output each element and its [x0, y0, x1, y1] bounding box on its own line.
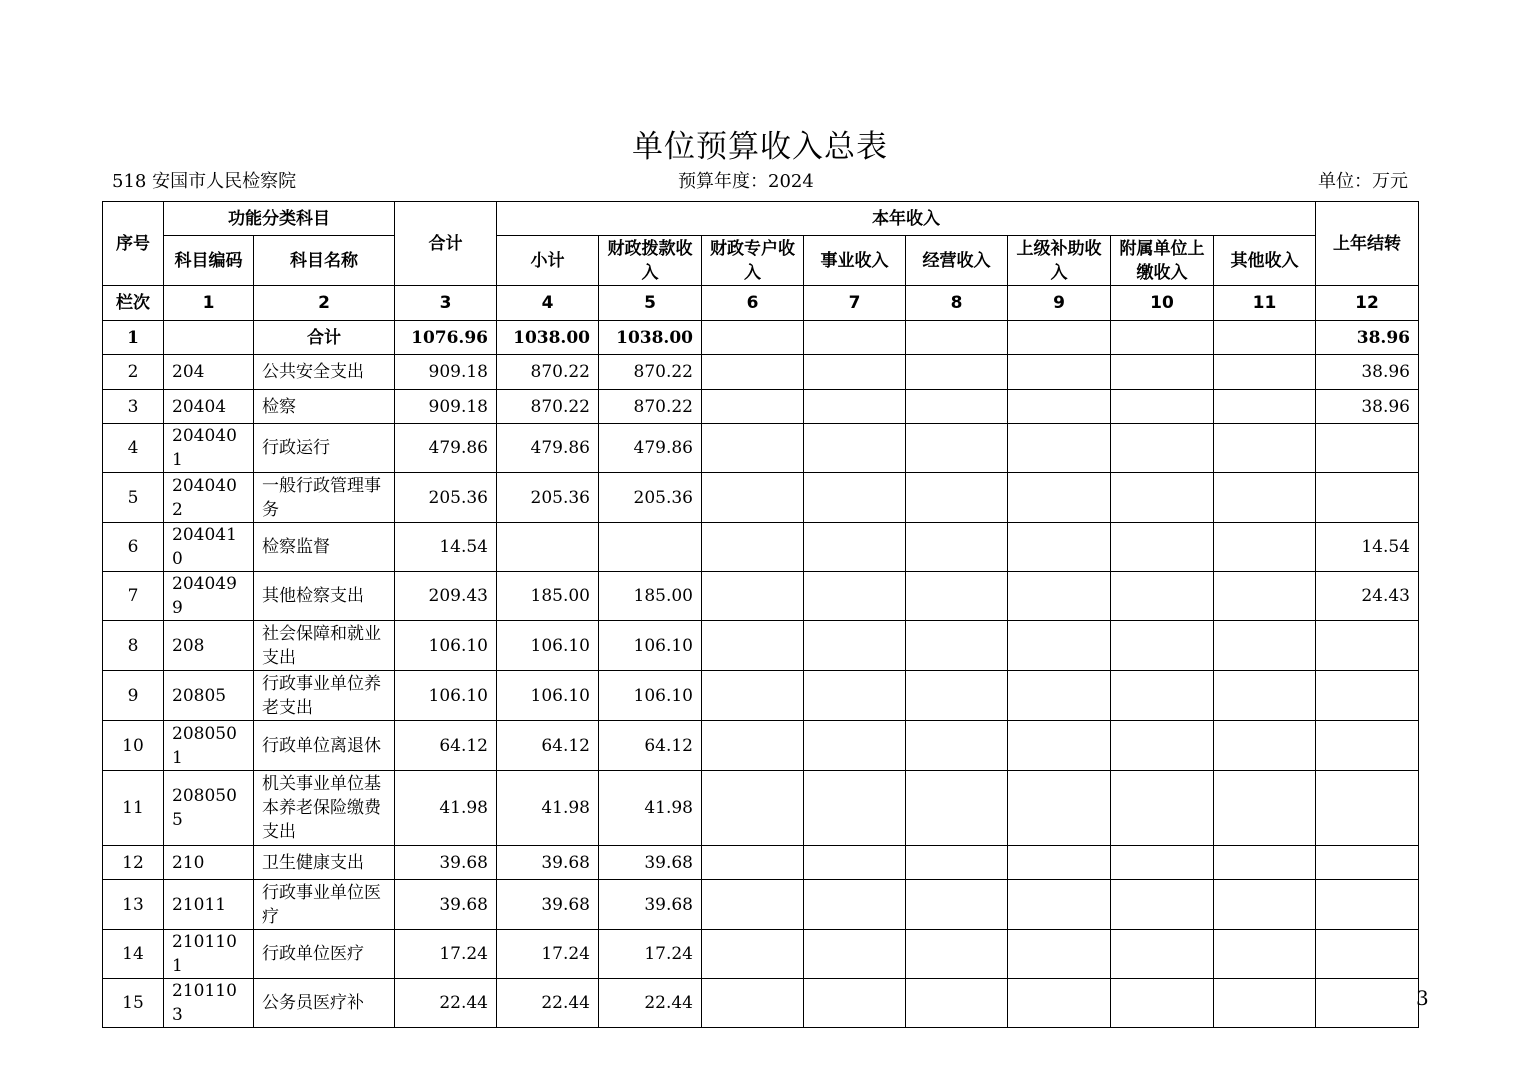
cell-empty — [1214, 771, 1316, 846]
cell-empty — [906, 771, 1008, 846]
cell-total: 909.18 — [395, 355, 497, 390]
cell-name: 检察 — [254, 390, 395, 424]
page-title: 单位预算收入总表 — [632, 129, 888, 165]
header-other: 其他收入 — [1214, 236, 1316, 286]
cell-empty — [906, 572, 1008, 621]
cell-empty — [906, 846, 1008, 880]
colno-cell: 1 — [164, 286, 254, 321]
cell-subtotal: 64.12 — [497, 721, 599, 771]
cell-empty — [804, 473, 906, 523]
cell-subtotal: 106.10 — [497, 671, 599, 721]
cell-subtotal — [497, 523, 599, 572]
cell-empty — [804, 321, 906, 355]
cell-empty — [1214, 523, 1316, 572]
header-superior-subsidy: 上级补助收入 — [1008, 236, 1111, 286]
cell-fiscal-alloc: 39.68 — [599, 880, 702, 930]
cell-carryover: 38.96 — [1316, 390, 1419, 424]
cell-empty — [1111, 721, 1214, 771]
cell-empty — [1214, 846, 1316, 880]
cell-fiscal-alloc: 185.00 — [599, 572, 702, 621]
cell-code: 2040401 — [164, 424, 254, 473]
header-business: 事业收入 — [804, 236, 906, 286]
cell-code: 2040410 — [164, 523, 254, 572]
cell-empty — [804, 846, 906, 880]
header-func-class: 功能分类科目 — [164, 202, 395, 236]
cell-empty — [1111, 390, 1214, 424]
page-number: 3 — [1416, 986, 1429, 1010]
cell-name: 检察监督 — [254, 523, 395, 572]
cell-fiscal-alloc: 870.22 — [599, 390, 702, 424]
header-code: 科目编码 — [164, 236, 254, 286]
cell-empty — [702, 880, 804, 930]
cell-empty — [1008, 979, 1111, 1028]
cell-empty — [1008, 572, 1111, 621]
cell-empty — [906, 621, 1008, 671]
cell-empty — [906, 321, 1008, 355]
cell-empty — [906, 523, 1008, 572]
colno-cell: 12 — [1316, 286, 1419, 321]
cell-seq: 4 — [103, 424, 164, 473]
cell-seq: 2 — [103, 355, 164, 390]
cell-total: 14.54 — [395, 523, 497, 572]
cell-fiscal-alloc: 41.98 — [599, 771, 702, 846]
cell-empty — [702, 321, 804, 355]
cell-empty — [1008, 321, 1111, 355]
cell-code: 20805 — [164, 671, 254, 721]
cell-seq: 1 — [103, 321, 164, 355]
cell-seq: 5 — [103, 473, 164, 523]
colno-cell: 4 — [497, 286, 599, 321]
cell-code: 2040402 — [164, 473, 254, 523]
cell-subtotal: 106.10 — [497, 621, 599, 671]
cell-empty — [804, 671, 906, 721]
colno-cell: 2 — [254, 286, 395, 321]
cell-fiscal-alloc: 39.68 — [599, 846, 702, 880]
cell-empty — [702, 572, 804, 621]
cell-carryover: 38.96 — [1316, 321, 1419, 355]
cell-carryover — [1316, 979, 1419, 1028]
table-row — [103, 523, 1419, 572]
cell-empty — [1008, 771, 1111, 846]
table-row — [103, 424, 1419, 473]
cell-fiscal-alloc: 205.36 — [599, 473, 702, 523]
cell-empty — [1214, 390, 1316, 424]
cell-code: 204 — [164, 355, 254, 390]
cell-empty — [1008, 846, 1111, 880]
cell-subtotal: 870.22 — [497, 390, 599, 424]
cell-name: 行政单位医疗 — [254, 930, 395, 979]
organization-name: 518 安国市人民检察院 — [112, 171, 297, 192]
cell-empty — [1111, 355, 1214, 390]
cell-empty — [1214, 473, 1316, 523]
cell-empty — [804, 572, 906, 621]
unit-label: 单位：万元 — [1318, 171, 1408, 192]
table-row — [103, 771, 1419, 846]
cell-code: 2101103 — [164, 979, 254, 1028]
cell-code — [164, 321, 254, 355]
cell-empty — [1008, 671, 1111, 721]
cell-name: 卫生健康支出 — [254, 846, 395, 880]
cell-seq: 12 — [103, 846, 164, 880]
cell-name: 行政事业单位养老支出 — [254, 671, 395, 721]
cell-subtotal: 17.24 — [497, 930, 599, 979]
cell-empty — [1214, 930, 1316, 979]
cell-carryover — [1316, 671, 1419, 721]
colno-cell: 8 — [906, 286, 1008, 321]
table-row — [103, 390, 1419, 424]
cell-empty — [702, 721, 804, 771]
colno-cell: 5 — [599, 286, 702, 321]
cell-seq: 11 — [103, 771, 164, 846]
cell-empty — [702, 671, 804, 721]
header-subtotal: 小计 — [497, 236, 599, 286]
cell-total: 39.68 — [395, 880, 497, 930]
table-row — [103, 671, 1419, 721]
cell-carryover: 38.96 — [1316, 355, 1419, 390]
cell-name: 社会保障和就业支出 — [254, 621, 395, 671]
table-row — [103, 979, 1419, 1028]
cell-empty — [804, 771, 906, 846]
cell-empty — [804, 721, 906, 771]
cell-name: 行政事业单位医疗 — [254, 880, 395, 930]
cell-subtotal: 479.86 — [497, 424, 599, 473]
table-row — [103, 473, 1419, 523]
cell-empty — [1111, 930, 1214, 979]
cell-empty — [804, 621, 906, 671]
cell-subtotal: 870.22 — [497, 355, 599, 390]
colno-cell: 10 — [1111, 286, 1214, 321]
colno-cell: 3 — [395, 286, 497, 321]
table-row — [103, 572, 1419, 621]
cell-empty — [906, 880, 1008, 930]
cell-empty — [702, 979, 804, 1028]
table-row — [103, 355, 1419, 390]
cell-name: 一般行政管理事务 — [254, 473, 395, 523]
cell-seq: 9 — [103, 671, 164, 721]
cell-fiscal-alloc: 479.86 — [599, 424, 702, 473]
cell-total: 17.24 — [395, 930, 497, 979]
cell-subtotal: 1038.00 — [497, 321, 599, 355]
header-total: 合计 — [395, 202, 497, 286]
cell-name: 合计 — [254, 321, 395, 355]
cell-empty — [702, 846, 804, 880]
cell-fiscal-alloc: 1038.00 — [599, 321, 702, 355]
cell-seq: 14 — [103, 930, 164, 979]
cell-empty — [804, 390, 906, 424]
cell-empty — [1008, 523, 1111, 572]
table-row — [103, 880, 1419, 930]
cell-seq: 13 — [103, 880, 164, 930]
header-fiscal-alloc: 财政拨款收入 — [599, 236, 702, 286]
cell-empty — [1008, 390, 1111, 424]
cell-empty — [702, 930, 804, 979]
cell-name: 机关事业单位基本养老保险缴费支出 — [254, 771, 395, 846]
cell-code: 210 — [164, 846, 254, 880]
cell-carryover — [1316, 473, 1419, 523]
cell-empty — [804, 880, 906, 930]
cell-name: 公共安全支出 — [254, 355, 395, 390]
cell-empty — [1111, 523, 1214, 572]
colno-cell: 9 — [1008, 286, 1111, 321]
cell-empty — [702, 621, 804, 671]
cell-empty — [804, 355, 906, 390]
cell-empty — [804, 979, 906, 1028]
header-name: 科目名称 — [254, 236, 395, 286]
cell-total: 106.10 — [395, 621, 497, 671]
cell-empty — [1111, 473, 1214, 523]
cell-subtotal: 39.68 — [497, 880, 599, 930]
cell-seq: 6 — [103, 523, 164, 572]
cell-empty — [1008, 880, 1111, 930]
cell-fiscal-alloc: 106.10 — [599, 671, 702, 721]
cell-carryover — [1316, 846, 1419, 880]
cell-subtotal: 39.68 — [497, 846, 599, 880]
cell-fiscal-alloc: 870.22 — [599, 355, 702, 390]
cell-empty — [702, 390, 804, 424]
cell-name: 行政运行 — [254, 424, 395, 473]
cell-empty — [1214, 572, 1316, 621]
budget-year: 预算年度：2024 — [678, 171, 814, 192]
cell-empty — [1214, 721, 1316, 771]
cell-empty — [1008, 355, 1111, 390]
cell-total: 909.18 — [395, 390, 497, 424]
cell-empty — [804, 930, 906, 979]
cell-empty — [1111, 880, 1214, 930]
cell-total: 39.68 — [395, 846, 497, 880]
cell-empty — [702, 473, 804, 523]
cell-subtotal: 22.44 — [497, 979, 599, 1028]
cell-empty — [702, 523, 804, 572]
cell-empty — [1214, 880, 1316, 930]
table-row — [103, 846, 1419, 880]
cell-fiscal-alloc: 17.24 — [599, 930, 702, 979]
cell-total: 479.86 — [395, 424, 497, 473]
cell-total: 205.36 — [395, 473, 497, 523]
cell-empty — [906, 390, 1008, 424]
cell-empty — [1008, 473, 1111, 523]
cell-empty — [906, 979, 1008, 1028]
cell-seq: 8 — [103, 621, 164, 671]
cell-code: 2040499 — [164, 572, 254, 621]
header-operating: 经营收入 — [906, 236, 1008, 286]
cell-code: 2101101 — [164, 930, 254, 979]
cell-empty — [1008, 721, 1111, 771]
cell-code: 21011 — [164, 880, 254, 930]
budget-revenue-table — [102, 201, 1419, 1028]
cell-empty — [1214, 321, 1316, 355]
cell-empty — [906, 424, 1008, 473]
table-row — [103, 721, 1419, 771]
cell-empty — [804, 523, 906, 572]
cell-seq: 15 — [103, 979, 164, 1028]
cell-empty — [1214, 355, 1316, 390]
cell-empty — [1111, 846, 1214, 880]
cell-carryover — [1316, 930, 1419, 979]
cell-fiscal-alloc: 106.10 — [599, 621, 702, 671]
cell-empty — [1008, 621, 1111, 671]
cell-total: 64.12 — [395, 721, 497, 771]
colno-cell: 11 — [1214, 286, 1316, 321]
cell-code: 2080501 — [164, 721, 254, 771]
cell-seq: 3 — [103, 390, 164, 424]
cell-empty — [702, 424, 804, 473]
cell-carryover — [1316, 721, 1419, 771]
cell-carryover — [1316, 880, 1419, 930]
colno-cell: 栏次 — [103, 286, 164, 321]
cell-code: 2080505 — [164, 771, 254, 846]
cell-empty — [1008, 424, 1111, 473]
colno-cell: 6 — [702, 286, 804, 321]
cell-total: 22.44 — [395, 979, 497, 1028]
cell-empty — [1214, 424, 1316, 473]
cell-empty — [1111, 321, 1214, 355]
cell-empty — [906, 355, 1008, 390]
cell-name: 公务员医疗补 — [254, 979, 395, 1028]
table-row — [103, 621, 1419, 671]
cell-total: 106.10 — [395, 671, 497, 721]
column-number-row — [103, 286, 1419, 321]
cell-fiscal-alloc: 64.12 — [599, 721, 702, 771]
colno-cell: 7 — [804, 286, 906, 321]
cell-seq: 10 — [103, 721, 164, 771]
cell-name: 行政单位离退休 — [254, 721, 395, 771]
cell-subtotal: 41.98 — [497, 771, 599, 846]
cell-empty — [1111, 771, 1214, 846]
cell-empty — [906, 671, 1008, 721]
table-row — [103, 321, 1419, 355]
cell-subtotal: 185.00 — [497, 572, 599, 621]
cell-carryover: 14.54 — [1316, 523, 1419, 572]
cell-empty — [1214, 621, 1316, 671]
cell-carryover — [1316, 771, 1419, 846]
cell-empty — [702, 771, 804, 846]
cell-empty — [906, 473, 1008, 523]
header-seq: 序号 — [103, 202, 164, 286]
cell-total: 41.98 — [395, 771, 497, 846]
cell-carryover — [1316, 621, 1419, 671]
cell-code: 20404 — [164, 390, 254, 424]
cell-empty — [1111, 572, 1214, 621]
cell-total: 209.43 — [395, 572, 497, 621]
header-carryover: 上年结转 — [1316, 202, 1419, 286]
cell-empty — [1214, 979, 1316, 1028]
cell-seq: 7 — [103, 572, 164, 621]
header-fiscal-special: 财政专户收入 — [702, 236, 804, 286]
cell-subtotal: 205.36 — [497, 473, 599, 523]
cell-empty — [1008, 930, 1111, 979]
cell-empty — [1214, 671, 1316, 721]
cell-empty — [804, 424, 906, 473]
cell-carryover — [1316, 424, 1419, 473]
cell-fiscal-alloc — [599, 523, 702, 572]
header-this-year: 本年收入 — [497, 202, 1316, 236]
header-affiliated: 附属单位上缴收入 — [1111, 236, 1214, 286]
cell-empty — [906, 721, 1008, 771]
cell-empty — [906, 930, 1008, 979]
cell-code: 208 — [164, 621, 254, 671]
table-row — [103, 930, 1419, 979]
cell-name: 其他检察支出 — [254, 572, 395, 621]
cell-fiscal-alloc: 22.44 — [599, 979, 702, 1028]
cell-total: 1076.96 — [395, 321, 497, 355]
cell-empty — [1111, 671, 1214, 721]
cell-empty — [1111, 621, 1214, 671]
cell-empty — [1111, 424, 1214, 473]
cell-empty — [1111, 979, 1214, 1028]
cell-empty — [702, 355, 804, 390]
cell-carryover: 24.43 — [1316, 572, 1419, 621]
